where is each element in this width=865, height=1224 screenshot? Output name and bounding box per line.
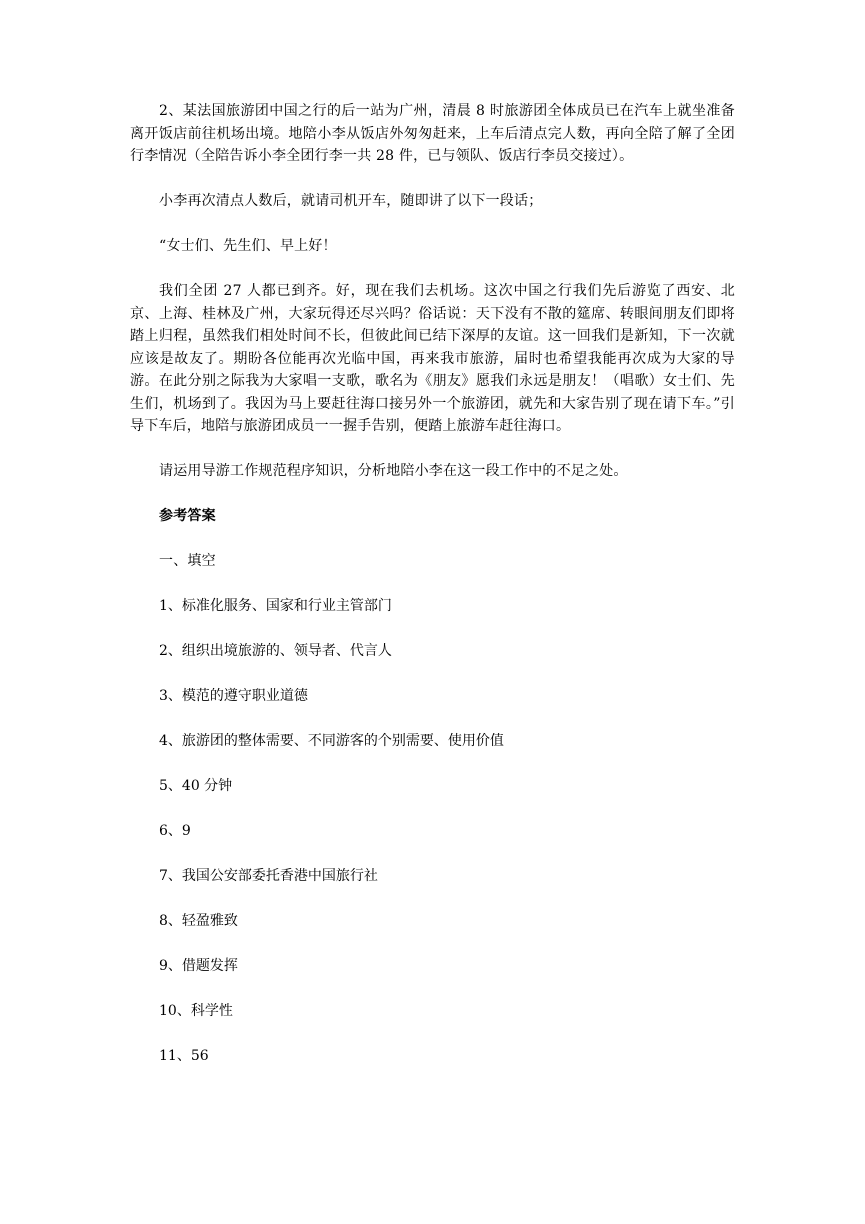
answer-item: 4、旅游团的整体需要、不同游客的个别需要、使用价值 bbox=[159, 733, 504, 749]
answer-item: 9、借题发挥 bbox=[159, 958, 238, 974]
answer-item: 11、56 bbox=[159, 1048, 209, 1064]
answer-item: 2、组织出境旅游的、领导者、代言人 bbox=[159, 643, 392, 659]
question-paragraph-4: 我们全团 27 人都已到齐。好，现在我们去机场。这次中国之行我们先后游览了西安、北京、上海、桂林及广州，大家玩得还尽兴吗？俗话说：天下没有不散的筵席、转眼间朋友们即将踏上归程，虽然我们相处时间不长，但彼此间已结下深厚的友谊。这一回我们是新知，下一次就应该是故友了。期盼各位能再次光临中国，再来我市旅游，届时也希望我能再次成为大家的导游。在此分别之际我为大家唱一支歌，歌名为《朋友》愿我们永远是朋友！（唱歌）女士们、先生们，机场到了。我因为马上要赶往海口接另外一个旅游团，就先和大家告别了现在请下车。”引导下车后，地陪与旅游团成员一一握手告别，便踏上旅游车赶往海口。 bbox=[130, 283, 735, 434]
answer-item: 3、模范的遵守职业道德 bbox=[159, 688, 308, 704]
answers-section-title: 一、填空 bbox=[159, 553, 216, 569]
answer-item: 1、标准化服务、国家和行业主管部门 bbox=[159, 598, 392, 614]
answer-item: 8、轻盈雅致 bbox=[159, 913, 238, 929]
question-paragraph-1: 2、某法国旅游团中国之行的后一站为广州，清晨 8 时旅游团全体成员已在汽车上就坐准备离开饭店前往机场出境。地陪小李从饭店外匆匆赶来，上车后清点完人数，再向全陪了解了全团行李情况（全陪告诉小李全团行李一共 28 件，已与领队、饭店行李员交接过）。 bbox=[130, 103, 735, 164]
answer-list bbox=[130, 595, 735, 1068]
answer-item: 10、科学性 bbox=[159, 1003, 233, 1019]
answer-item: 6、9 bbox=[159, 823, 191, 839]
answer-item: 7、我国公安部委托香港中国旅行社 bbox=[159, 868, 378, 884]
question-paragraph-2: 小李再次清点人数后，就请司机开车，随即讲了以下一段话； bbox=[159, 193, 543, 209]
question-paragraph-5: 请运用导游工作规范程序知识，分析地陪小李在这一段工作中的不足之处。 bbox=[159, 463, 628, 479]
answer-item: 5、40 分钟 bbox=[159, 778, 233, 794]
question-paragraph-3: “女士们、先生们、早上好！ bbox=[159, 238, 337, 254]
answers-heading: 参考答案 bbox=[159, 508, 216, 524]
